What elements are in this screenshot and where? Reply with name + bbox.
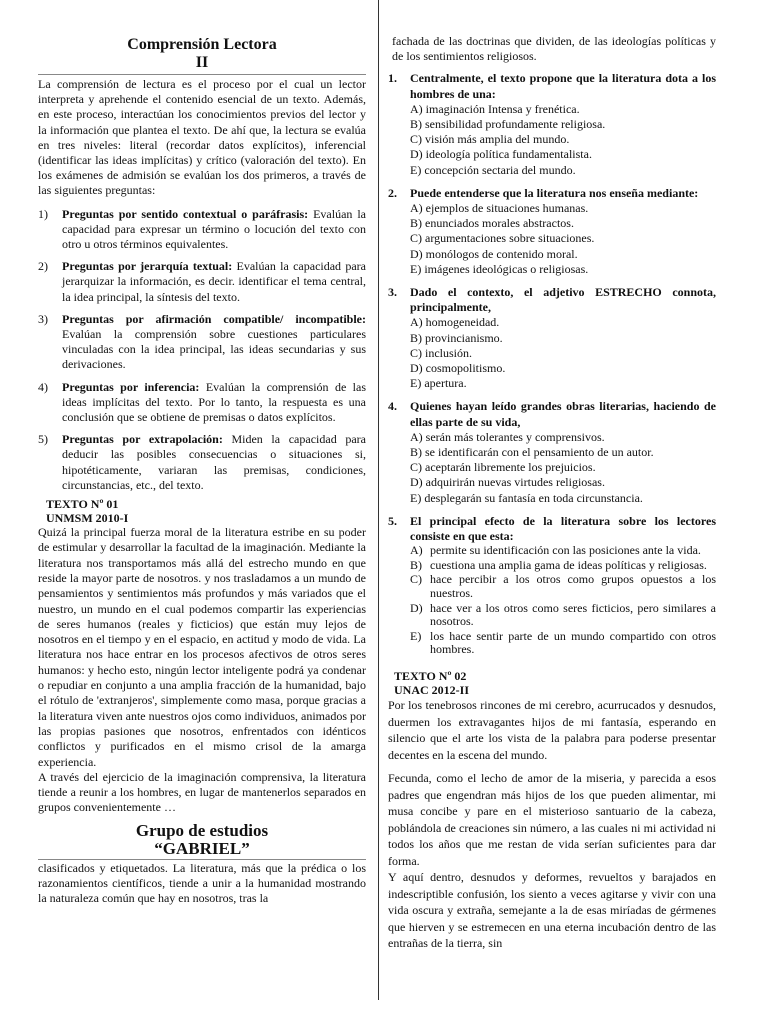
question-1 bbox=[388, 71, 716, 177]
texto-2-source: UNAC 2012-II bbox=[394, 683, 469, 698]
question-type-description: Evalúan la capacidad para expresar un término o locución del texto con otro u otros términos equivalentes. bbox=[62, 206, 366, 252]
question-type-name: Preguntas por jerarquía textual: bbox=[62, 259, 233, 274]
question-stem: Dado el contexto, el adjetivo ESTRECHO connota, principalmente, bbox=[410, 285, 716, 315]
texto-2-paragraph-3: Y aquí dentro, desnudos y deformes, revueltos y barajados en indescriptible confusión, los siento a veces agitarse y vivir con una vida oscura y extraña, semejante a la de esas miríadas de gérmenes que hierven y se estremecen en una eterna incubación dentro de las entrañas de la tierra, sin bbox=[388, 870, 716, 951]
texto-1-label: TEXTO Nº 01 bbox=[46, 497, 119, 512]
question-type-item bbox=[38, 312, 366, 373]
question-type-description: Evalúan la comprensión de las ideas implícitas del texto. Por lo tanto, la respuesta es una conclusión que se obtiene de premisas o datos explícitos. bbox=[62, 379, 366, 425]
answer-option: D) monólogos de contenido moral. bbox=[410, 246, 578, 261]
question-type-item bbox=[38, 432, 366, 493]
answer-option: E) imágenes ideológicas o religiosas. bbox=[410, 261, 589, 276]
column-divider bbox=[378, 0, 379, 1000]
question-stem: Centralmente, el texto propone que la literatura dota a los hombres de una: bbox=[410, 71, 716, 101]
question-type-item bbox=[38, 380, 366, 426]
question-type-number: 3) bbox=[38, 311, 48, 326]
title-rule bbox=[38, 74, 366, 75]
answer-option: B) sensibilidad profundamente religiosa. bbox=[410, 117, 606, 132]
question-type-item bbox=[38, 207, 366, 253]
footer-rule bbox=[38, 859, 366, 860]
question-type-description: Evalúan la capacidad para jerarquizar la información, es decir. identificar el tema central, la idea principal, la síntesis del texto. bbox=[62, 259, 366, 304]
question-type-name: Preguntas por extrapolación: bbox=[62, 432, 223, 447]
answer-option: C) visión más amplia del mundo. bbox=[410, 132, 570, 147]
question-number: 4. bbox=[388, 399, 397, 414]
answer-option: E) los hace sentir parte de un mundo compartido con otros hombres. bbox=[410, 628, 716, 657]
texto-1-paragraph-2: A través del ejercicio de la imaginación comprensiva, la literatura tiende a reunir a los hombres, en lugar de mantenerlos separados en grupos convenientemente … bbox=[38, 769, 366, 815]
answer-option: B) provincianismo. bbox=[410, 330, 503, 345]
answer-option: E) desplegarán su fantasía en toda circunstancia. bbox=[410, 490, 643, 505]
question-type-description: Miden la capacidad para deducir las posibles consecuencias o situaciones si, hipotéticamente, variaran las premisas, condiciones, circunstancias, etc., del texto. bbox=[62, 432, 366, 492]
question-number: 5. bbox=[388, 513, 397, 528]
question-4 bbox=[388, 399, 716, 505]
answer-option: B) se identificarán con el pensamiento de un autor. bbox=[410, 445, 654, 460]
question-2 bbox=[388, 186, 716, 277]
question-3 bbox=[388, 285, 716, 391]
texto-2-paragraph-2: Fecunda, como el lecho de amor de la miseria, y parecida a esos padres que engendran más hijos de los que pueden alimentar, mi musa concibe y pare en el misterioso santuario de la cabeza, poblándola de creaciones sin número, a las cuales ni mi actividad ni todos los años que me restan de vida serían suficientes para dar forma. bbox=[388, 771, 716, 868]
question-type-number: 5) bbox=[38, 432, 48, 447]
texto-2-label: TEXTO Nº 02 bbox=[394, 669, 467, 684]
left-column bbox=[38, 0, 366, 907]
texto-1-continuation: fachada de las doctrinas que dividen, de las ideologías políticas y de los sentimientos religiosos. bbox=[392, 34, 716, 64]
footer-group-title: “GABRIEL” bbox=[154, 838, 250, 858]
answer-option: C) argumentaciones sobre situaciones. bbox=[410, 231, 595, 246]
page-title: Comprensión Lectora bbox=[127, 36, 277, 53]
question-type-number: 2) bbox=[38, 259, 48, 274]
answer-option: A) serán más tolerantes y comprensivos. bbox=[410, 429, 605, 444]
footer-group-name: Grupo de estudios bbox=[135, 820, 269, 840]
texto-1-paragraph-3: clasificados y etiquetados. La literatura, más que la prédica o los razonamientos científicos, tiende a unir a la humanidad mostrando la naturaleza común que hay en nosotros, tras la bbox=[38, 860, 366, 906]
answer-option: C) aceptarán libremente los prejuicios. bbox=[410, 460, 596, 475]
question-type-number: 1) bbox=[38, 206, 48, 221]
question-number: 2. bbox=[388, 185, 397, 200]
question-type-number: 4) bbox=[38, 379, 48, 394]
texto-1-paragraph-1: Quizá la principal fuerza moral de la literatura estribe en su poder de estimular y desarrollar la facultad de la imaginación. Mediante la literatura nos transportamos más allá del estrecho mundo en que reside la mayor parte de nosotros. y nos trasladamos a un mundo de pensamientos y sentimientos más profundos y más variados que el nuestro, un mundo en el cual podemos compartir las experiencias de seres humanos (reales y ficticios) que están muy lejos de nosotros en el tiempo y en el espacio, en actitud y modo de vida. La literatura nos hace entrar en los procesos afectivos de otros seres humanos: y hecho esto, ningún lector inteligente podrá ya condenar o repudiar en conjunto a una amplia fracción de la humanidad, bajo el rótulo de 'extranjeros', simplemente como masa, porque gracias a la literatura viven ante nuestros ojos como individuos, animados por las propias pasiones que nosotros, enfrentados con idénticos conflictos y purificados en el mismo crisol de la amarga experiencia. bbox=[38, 525, 366, 769]
answer-option: A) permite su identificación con las posiciones ante la vida. bbox=[410, 543, 701, 558]
right-column bbox=[388, 0, 716, 952]
question-stem: El principal efecto de la literatura sobre los lectores consiste en que esta: bbox=[410, 513, 716, 544]
answer-option: A) imaginación Intensa y frenética. bbox=[410, 101, 580, 116]
texto-2-paragraph-1: Por los tenebrosos rincones de mi cerebro, acurrucados y desnudos, duermen los extravagantes hijos de mi fantasía, esperando en silencio que el arte los vista de la palabra para poderse presentar decentes en la escena del mundo. bbox=[388, 698, 716, 762]
answer-option: A) ejemplos de situaciones humanas. bbox=[410, 201, 589, 216]
texto-1-source: UNMSM 2010-I bbox=[46, 511, 129, 526]
question-types-list bbox=[38, 207, 366, 493]
question-type-description: Evalúan la comprensión sobre cuestiones particulares vinculadas con la idea principal, las ideas secundarias y sus derivaciones. bbox=[62, 327, 366, 372]
question-type-item bbox=[38, 259, 366, 305]
answer-option: D) hace ver a los otros como seres ficticios, pero similares a nosotros. bbox=[410, 600, 716, 629]
question-number: 3. bbox=[388, 285, 397, 300]
answer-option: C) inclusión. bbox=[410, 345, 472, 360]
answer-option: B) enunciados morales abstractos. bbox=[410, 216, 574, 231]
question-type-name: Preguntas por sentido contextual o paráfrasis: bbox=[62, 206, 309, 221]
answer-option: D) ideología política fundamentalista. bbox=[410, 147, 592, 162]
answer-option: A) homogeneidad. bbox=[410, 315, 500, 330]
intro-paragraph: La comprensión de lectura es el proceso por el cual un lector interpreta y aprehende el contenido esencial de un texto. Además, en este proceso, interactúan los conocimientos previos del lector y la información que plantea el texto. De ahí que, la lectura se evalúa en tres niveles: literal (recordar datos explícitos), inferencial (identificar las ideas implícitas) y crítico (valoración del texto). En los exámenes de admisión se evalúan los dos primeros, a través de las siguientes preguntas: bbox=[38, 77, 366, 198]
answer-option: C) hace percibir a los otros como grupos opuestos a los nuestros. bbox=[410, 572, 716, 601]
answer-option: D) cosmopolitismo. bbox=[410, 361, 506, 376]
answer-option: E) concepción sectaria del mundo. bbox=[410, 162, 576, 177]
answer-option: B) cuestiona una amplia gama de ideas políticas y religiosas. bbox=[410, 557, 707, 572]
question-stem: Puede entenderse que la literatura nos enseña mediante: bbox=[410, 185, 699, 200]
question-type-name: Preguntas por inferencia: bbox=[62, 379, 200, 394]
answer-option: E) apertura. bbox=[410, 376, 467, 391]
page-title-number: II bbox=[195, 54, 209, 71]
question-stem: Quienes hayan leído grandes obras literarias, haciendo de ellas parte de su vida, bbox=[410, 399, 716, 429]
question-number: 1. bbox=[388, 71, 397, 86]
question-type-name: Preguntas por afirmación compatible/ incompatible: bbox=[62, 311, 366, 326]
answer-option: D) adquirirán nuevas virtudes religiosas. bbox=[410, 475, 605, 490]
question-5 bbox=[388, 514, 716, 657]
